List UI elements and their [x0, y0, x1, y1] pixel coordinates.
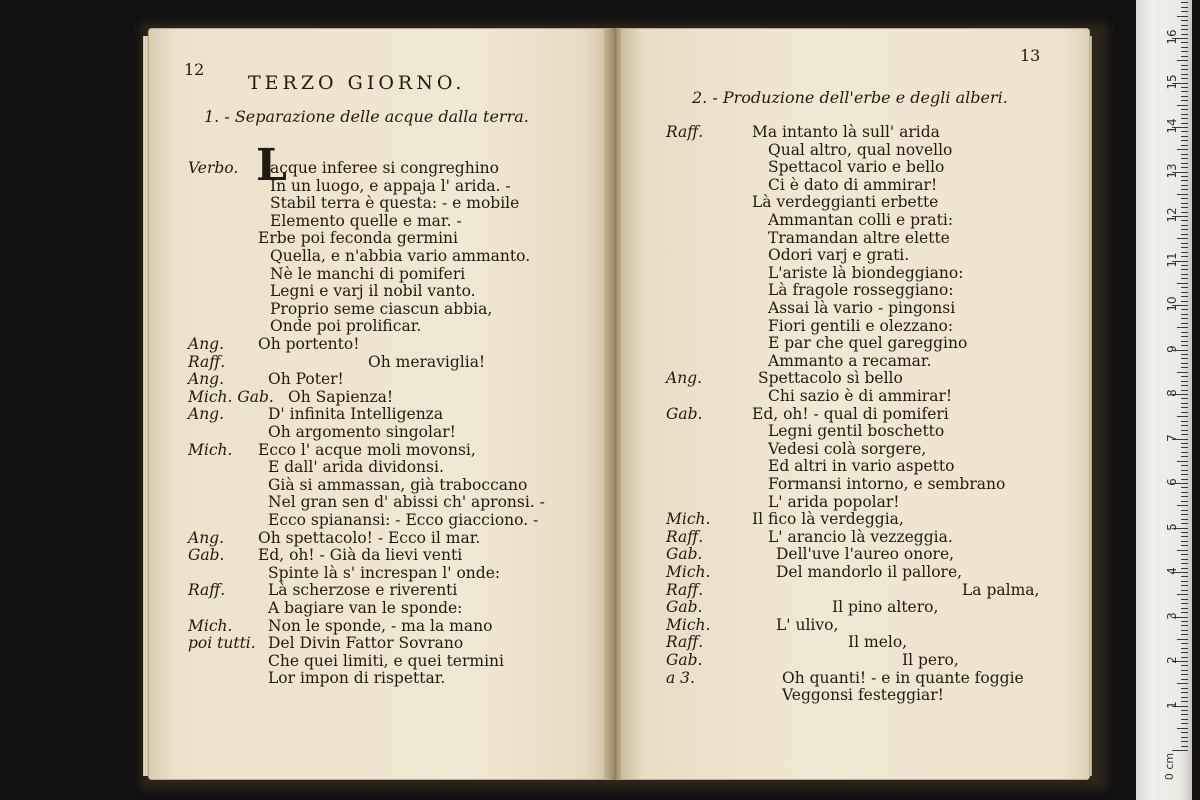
ruler-tick — [1181, 7, 1188, 8]
right-verse-line: Il fico là verdeggia, — [752, 510, 904, 529]
right-speaker-label: Ang. — [666, 369, 703, 388]
right-verse-line: Ed, oh! - qual di pomiferi — [752, 404, 949, 423]
right-verse-line: Spettacol vario e bello — [768, 158, 945, 177]
ruler-tick — [1181, 29, 1188, 30]
ruler-tick — [1181, 381, 1188, 382]
ruler-tick — [1181, 688, 1188, 689]
ruler-tick — [1181, 519, 1188, 520]
ruler-tick — [1181, 376, 1188, 377]
right-verse-line: Là fragole rosseggiano: — [768, 281, 954, 300]
ruler-tick — [1177, 194, 1188, 195]
ruler-tick — [1181, 621, 1188, 622]
ruler-tick — [1181, 34, 1188, 35]
ruler-tick — [1181, 510, 1188, 511]
ruler-tick — [1181, 710, 1188, 711]
left-speaker-label: Raff. — [188, 581, 226, 600]
ruler-tick — [1181, 131, 1188, 132]
left-page — [148, 28, 608, 780]
left-verse-line: Oh meraviglia! — [368, 352, 486, 371]
left-verse-line: Legni e varj il nobil vanto. — [270, 282, 476, 301]
right-verse-line: Assai là vario - pingonsi — [768, 299, 956, 317]
ruler-tick — [1181, 492, 1188, 493]
ruler-tick — [1181, 425, 1188, 426]
ruler-tick — [1181, 11, 1188, 12]
left-verse-line: Nè le manchi di pomiferi — [270, 264, 466, 283]
ruler-number: 3 — [1165, 611, 1179, 620]
right-speaker-label: Gab. — [666, 598, 703, 617]
ruler-tick — [1181, 385, 1188, 386]
right-speaker-label: Raff. — [666, 123, 704, 141]
ruler-tick — [1181, 501, 1188, 502]
ruler-tick — [1181, 358, 1188, 359]
left-verse-line: Non le sponde, - ma la mano — [268, 616, 493, 635]
right-verse-line: L' arancio là vezzeggia. — [768, 527, 953, 546]
left-verse-line: Onde poi prolificar. — [270, 317, 422, 336]
left-verse-line: Nel gran sen d' abissi ch' apronsi. - — [268, 493, 545, 512]
ruler-tick — [1181, 212, 1188, 213]
ruler-tick — [1181, 336, 1188, 337]
ruler-tick — [1181, 412, 1188, 413]
ruler-tick — [1181, 652, 1188, 653]
ruler-tick — [1181, 74, 1188, 75]
ruler-number: 1 — [1165, 700, 1179, 709]
ruler-tick — [1181, 630, 1188, 631]
ruler-tick — [1181, 608, 1188, 609]
ruler-tick — [1181, 309, 1188, 310]
left-speaker-label: Mich. — [188, 616, 233, 635]
ruler-tick — [1177, 639, 1188, 640]
ruler-number: 6 — [1165, 478, 1179, 486]
ruler-tick — [1181, 581, 1188, 582]
ruler-tick — [1181, 701, 1188, 702]
ruler-tick — [1181, 714, 1188, 715]
ruler-tick — [1181, 274, 1188, 275]
ruler-tick — [1181, 189, 1188, 190]
right-verse-line: Tramandan altre elette — [768, 228, 950, 247]
right-verse-line: Chi sazio è di ammirar! — [768, 387, 953, 405]
ruler-tick — [1181, 599, 1188, 600]
right-verse-line: Spettacolo sì bello — [758, 369, 903, 388]
ruler-tick — [1181, 314, 1188, 315]
ruler-tick — [1181, 643, 1188, 644]
ruler-tick — [1181, 345, 1188, 346]
right-verse-line: L' ulivo, — [776, 615, 839, 634]
ruler-tick — [1181, 114, 1188, 115]
ruler-tick — [1181, 42, 1188, 43]
ruler-tick — [1177, 16, 1188, 17]
ruler-tick — [1181, 163, 1188, 164]
ruler-tick — [1181, 679, 1188, 680]
ruler-tick — [1177, 372, 1188, 373]
left-verse-line: D' infinita Intelligenza — [268, 405, 444, 424]
right-speaker-label: Raff. — [666, 527, 704, 546]
ruler-tick — [1181, 554, 1188, 555]
right-verse-line: Là verdeggianti erbette — [752, 193, 939, 212]
right-verse-line: Ammanto a recamar. — [768, 351, 932, 370]
ruler-tick — [1181, 737, 1188, 738]
right-verse-line: Il pero, — [902, 651, 959, 669]
ruler-tick — [1181, 91, 1188, 92]
right-speaker-label: Raff. — [666, 633, 704, 652]
ruler-tick — [1181, 203, 1188, 204]
ruler-tick — [1181, 207, 1188, 208]
ruler-tick — [1181, 256, 1188, 257]
ruler-tick — [1181, 20, 1188, 21]
left-verse-line: Elemento quelle e mar. - — [270, 211, 462, 230]
ruler-tick — [1181, 545, 1188, 546]
ruler-tick — [1181, 229, 1188, 230]
left-verse-line: Ecco spianansi: - Ecco giacciono. - — [268, 511, 539, 529]
right-verse-line: E par che quel gareggino — [768, 334, 968, 353]
ruler-tick — [1181, 287, 1188, 288]
ruler-tick — [1181, 123, 1188, 124]
ruler-tick — [1181, 674, 1188, 675]
ruler-tick — [1181, 657, 1188, 658]
left-verse-line: Stabil terra è questa: - e mobile — [270, 194, 520, 213]
right-verse-line: Dell'uve l'aureo onore, — [776, 545, 955, 564]
ruler-tick — [1181, 47, 1188, 48]
left-verse-line: acque inferee si congreghino — [270, 159, 499, 177]
ruler-tick — [1181, 612, 1188, 613]
ruler-tick — [1181, 145, 1188, 146]
ruler-number: 9 — [1165, 344, 1179, 353]
right-speaker-label: a 3. — [666, 668, 695, 687]
ruler-tick — [1177, 683, 1188, 684]
ruler-tick — [1181, 220, 1188, 221]
ruler-tick — [1177, 105, 1188, 106]
right-verse-line: Ma intanto là sull' arida — [752, 123, 940, 141]
ruler-number: 16 — [1165, 29, 1179, 45]
left-speaker-label: poi tutti. — [188, 634, 256, 653]
ruler-tick — [1181, 25, 1188, 26]
ruler-number: 10 — [1165, 296, 1179, 312]
left-verse-line: Del Divin Fattor Sovrano — [268, 634, 464, 653]
ruler-tick — [1181, 292, 1188, 293]
ruler-tick — [1181, 269, 1188, 270]
ruler-tick — [1181, 301, 1188, 302]
ruler-tick — [1181, 78, 1188, 79]
ruler-tick — [1177, 327, 1188, 328]
ruler-tick — [1172, 750, 1188, 751]
ruler-tick — [1181, 746, 1188, 747]
right-verse-line: Formansi intorno, e sembrano — [768, 475, 1006, 493]
left-verse-line: Là scherzose e riverenti — [268, 581, 458, 600]
ruler-tick — [1177, 149, 1188, 150]
ruler-tick — [1177, 594, 1188, 595]
ruler-tick — [1181, 87, 1188, 88]
ruler-number: 4 — [1165, 567, 1179, 575]
ruler-number: 12 — [1165, 207, 1179, 223]
ruler-number: 11 — [1165, 251, 1179, 268]
right-verse-line: Qual altro, qual novello — [768, 140, 953, 159]
ruler-tick — [1181, 234, 1188, 235]
ruler-tick — [1177, 416, 1188, 417]
ruler-tick — [1181, 479, 1188, 480]
right-verse-line: Ammantan colli e prati: — [768, 211, 954, 229]
ruler-tick — [1177, 550, 1188, 551]
ruler-tick — [1181, 532, 1188, 533]
right-speaker-label: Mich. — [666, 510, 711, 529]
ruler-number: 7 — [1165, 433, 1179, 442]
ruler-tick — [1181, 390, 1188, 391]
ruler-tick — [1181, 363, 1188, 364]
ruler-tick — [1181, 732, 1188, 733]
ruler-number: 2 — [1165, 656, 1179, 664]
right-verse-line: Il melo, — [848, 633, 908, 652]
left-speaker-label: Mich. — [188, 440, 233, 459]
ruler-number — [1165, 0, 1179, 7]
right-verse-line: L' arida popolar! — [768, 492, 900, 511]
ruler-tick — [1181, 154, 1188, 155]
right-verse-line: L'ariste là biondeggiano: — [768, 263, 964, 282]
left-speaker-label: Ang. — [188, 370, 225, 389]
ruler-unit: 0 cm — [1163, 752, 1177, 781]
drop-cap: L — [256, 140, 287, 191]
page-number-left: 12 — [184, 60, 205, 79]
left-speaker-label: Ang. — [188, 528, 225, 547]
right-speaker-label: Gab. — [666, 404, 703, 423]
left-verse-line: Oh argomento singolar! — [268, 423, 456, 441]
ruler-tick — [1181, 225, 1188, 226]
ruler-tick — [1181, 403, 1188, 404]
ruler-tick — [1181, 447, 1188, 448]
right-verse-line: Del mandorlo il pallore, — [776, 563, 963, 581]
ruler-tick — [1181, 465, 1188, 466]
right-verse-line: La palma, — [962, 580, 1040, 599]
ruler-tick — [1181, 723, 1188, 724]
ruler-tick — [1181, 443, 1188, 444]
right-speaker-label: Gab. — [666, 545, 703, 564]
left-verse-line: Già si ammassan, già traboccano — [268, 475, 528, 494]
running-title: TERZO GIORNO. — [248, 72, 466, 94]
right-speaker-label: Gab. — [666, 651, 703, 669]
ruler-tick — [1181, 243, 1188, 244]
ruler-tick — [1181, 563, 1188, 564]
ruler-tick — [1181, 523, 1188, 524]
ruler-tick — [1181, 398, 1188, 399]
ruler-tick — [1181, 176, 1188, 177]
right-verse-line: Legni gentil boschetto — [768, 422, 945, 441]
left-verse-line: Erbe poi feconda germini — [258, 229, 458, 248]
ruler-number: 13 — [1165, 162, 1179, 179]
ruler-tick — [1181, 167, 1188, 168]
ruler-tick — [1181, 185, 1188, 186]
ruler-tick — [1181, 456, 1188, 457]
left-verse-line: Lor impon di rispettar. — [268, 669, 446, 688]
ruler-tick — [1181, 367, 1188, 368]
left-verse-line: Oh portento! — [258, 335, 360, 353]
ruler-tick — [1181, 487, 1188, 488]
ruler-tick — [1181, 247, 1188, 248]
ruler-tick — [1181, 51, 1188, 52]
right-speaker-label: Mich. — [666, 563, 711, 581]
left-verse-line: Oh spettacolo! - Ecco il mar. — [258, 528, 481, 547]
ruler-tick — [1181, 741, 1188, 742]
ruler-tick — [1181, 670, 1188, 671]
left-verse-line: In un luogo, e appaja l' arida. - — [270, 176, 511, 195]
ruler-tick — [1181, 56, 1188, 57]
right-verse-line: Vedesi colà sorgere, — [768, 439, 927, 458]
ruler-tick — [1177, 283, 1188, 284]
ruler-tick — [1181, 118, 1188, 119]
right-verse-line: Veggonsi festeggiar! — [782, 686, 944, 705]
left-speaker-label: Raff. — [188, 352, 226, 371]
ruler-tick — [1181, 665, 1188, 666]
left-verse-line: Che quei limiti, e quei termini — [268, 651, 504, 670]
ruler-tick — [1181, 332, 1188, 333]
ruler-tick — [1181, 474, 1188, 475]
ruler-tick — [1181, 559, 1188, 560]
ruler-tick — [1181, 585, 1188, 586]
ruler-tick — [1181, 692, 1188, 693]
right-page — [620, 28, 1090, 780]
ruler-tick — [1181, 140, 1188, 141]
ruler-tick — [1181, 434, 1188, 435]
ruler-tick — [1177, 728, 1188, 729]
left-verse-line: Proprio seme ciascun abbia, — [270, 299, 493, 318]
right-speaker-label: Mich. — [666, 615, 711, 634]
ruler-tick — [1181, 536, 1188, 537]
ruler-tick — [1181, 541, 1188, 542]
right-verse-line: Ed altri in vario aspetto — [768, 457, 955, 476]
left-verse-line: Ed, oh! - Già da lievi venti — [258, 546, 463, 565]
ruler-tick — [1181, 252, 1188, 253]
left-verse-line: Oh Sapienza! — [288, 387, 394, 406]
ruler-tick — [1181, 180, 1188, 181]
right-verse-line: Ci è dato di ammirar! — [768, 175, 938, 194]
ruler-tick — [1181, 625, 1188, 626]
left-verse-line: Oh Poter! — [268, 370, 344, 389]
ruler-tick — [1181, 341, 1188, 342]
ruler-tick — [1181, 697, 1188, 698]
right-verse-line: Fiori gentili e olezzano: — [768, 316, 954, 335]
ruler-tick — [1177, 461, 1188, 462]
right-verse-line: Il pino altero, — [832, 598, 939, 617]
ruler-number: 14 — [1165, 118, 1179, 134]
ruler-tick — [1181, 452, 1188, 453]
left-verse-line: Quella, e n'abbia vario ammanto. — [270, 247, 531, 265]
left-speaker-label: Ang. — [188, 405, 225, 424]
ruler-tick — [1181, 430, 1188, 431]
ruler-tick — [1181, 136, 1188, 137]
left-speaker-label: Ang. — [188, 335, 225, 353]
left-verse-line: A bagiare van le sponde: — [268, 599, 463, 617]
ruler-tick — [1181, 198, 1188, 199]
ruler-tick — [1181, 514, 1188, 515]
ruler-tick — [1181, 576, 1188, 577]
ruler-tick — [1181, 634, 1188, 635]
left-verse-line: E dall' arida dividonsi. — [268, 458, 444, 477]
ruler-tick — [1181, 296, 1188, 297]
ruler-tick — [1181, 158, 1188, 159]
measuring-ruler — [1136, 0, 1192, 800]
ruler-tick — [1181, 278, 1188, 279]
section-heading-right: 2. - Produzione dell'erbe e degli alberi. — [692, 88, 1008, 107]
left-verse-line: Spinte là s' increspan l' onde: — [268, 563, 501, 582]
right-verse-line: Odori varj e grati. — [768, 246, 910, 265]
ruler-tick — [1181, 407, 1188, 408]
ruler-tick — [1177, 505, 1188, 506]
left-speaker-label: Verbo. — [188, 159, 239, 177]
ruler-tick — [1181, 265, 1188, 266]
ruler-tick — [1181, 354, 1188, 355]
ruler-tick — [1181, 568, 1188, 569]
ruler-tick — [1181, 100, 1188, 101]
ruler-tick — [1181, 603, 1188, 604]
left-speaker-label: Mich. Gab. — [188, 387, 274, 406]
ruler-tick — [1181, 69, 1188, 70]
ruler-tick — [1181, 470, 1188, 471]
ruler-tick — [1181, 719, 1188, 720]
ruler-tick — [1177, 238, 1188, 239]
ruler-tick — [1181, 109, 1188, 110]
ruler-tick — [1181, 590, 1188, 591]
ruler-tick — [1181, 96, 1188, 97]
page-number-right: 13 — [1020, 46, 1041, 65]
ruler-tick — [1181, 323, 1188, 324]
ruler-tick — [1181, 2, 1188, 3]
ruler-tick — [1181, 421, 1188, 422]
right-verse-line: Oh quanti! - e in quante foggie — [782, 668, 1024, 687]
ruler-tick — [1181, 648, 1188, 649]
ruler-tick — [1181, 65, 1188, 66]
ruler-tick — [1181, 496, 1188, 497]
ruler-number: 5 — [1165, 522, 1179, 531]
ruler-tick — [1177, 60, 1188, 61]
left-verse-line: Ecco l' acque moli movonsi, — [258, 440, 476, 459]
right-speaker-label: Raff. — [666, 580, 704, 599]
left-speaker-label: Gab. — [188, 546, 225, 565]
ruler-tick — [1181, 318, 1188, 319]
ruler-number: 15 — [1165, 73, 1179, 90]
ruler-number: 8 — [1165, 389, 1179, 397]
section-heading-left: 1. - Separazione delle acque dalla terra. — [204, 107, 529, 126]
